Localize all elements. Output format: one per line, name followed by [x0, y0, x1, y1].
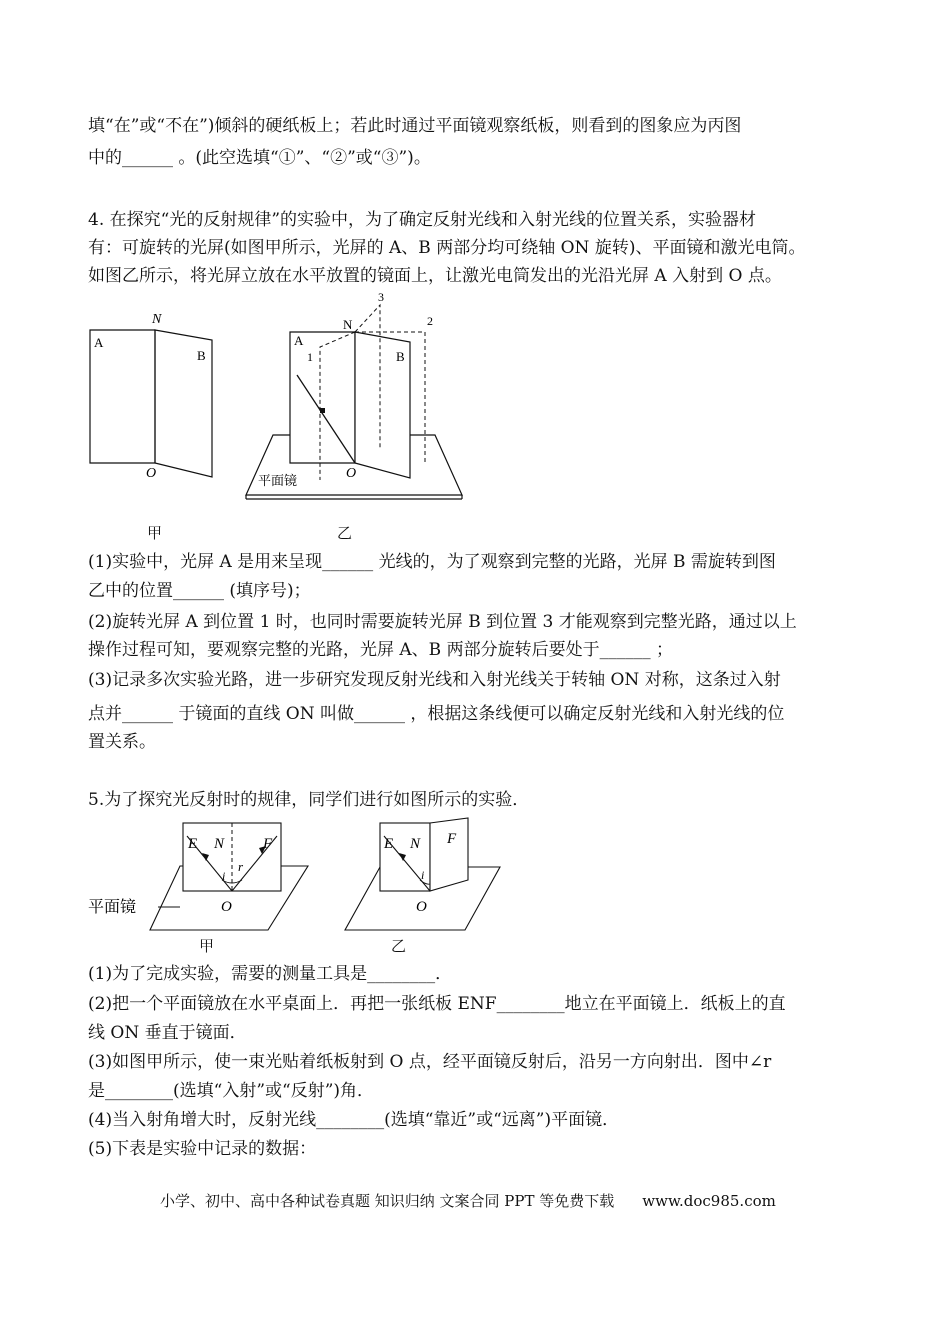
q5-stem: 5.为了探究光反射时的规律，同学们进行如图所示的实验． — [88, 790, 530, 810]
q5-yi-label-n: N — [410, 836, 421, 852]
q5-jia-caption: 甲 — [199, 937, 215, 955]
q5-jia-mirror-label: 平面镜 — [88, 897, 137, 916]
q5-yi-caption: 乙 — [391, 937, 407, 955]
q4-yi-label-b: B — [396, 349, 405, 364]
q5-yi-label-i: i — [421, 868, 425, 882]
q4-jia-label-o: O — [146, 466, 157, 481]
q5-jia-label-i: i — [222, 869, 226, 883]
q4-jia-label-b: B — [197, 348, 206, 363]
q5-part-1: (1)为了完成实验，需要的测量工具是________． — [88, 964, 453, 984]
q4-part-1b: 乙中的位置______ (填序号)； — [88, 581, 311, 601]
q5-jia-label-e: E — [188, 836, 198, 852]
q5-yi-label-f: F — [447, 831, 457, 847]
q4-part-3b: 点并______ 于镜面的直线 ON 叫做______ ，根据这条线便可以确定反射光线和入射光线的位 — [88, 704, 785, 724]
q5-part-2b: 线 ON 垂直于镜面． — [88, 1023, 247, 1043]
q5-yi-label-o: O — [416, 899, 427, 915]
q4-part-1a: (1)实验中，光屏 A 是用来呈现______ 光线的，为了观察到完整的光路，光屏 B 需旋转到图 — [88, 552, 776, 572]
q5-jia-label-f: F — [263, 836, 273, 852]
q4-part-3c: 置关系。 — [88, 732, 156, 752]
q4-stem-line-3: 如图乙所示，将光屏立放在水平放置的镜面上，让激光电筒发出的光沿光屏 A 入射到 O 点。 — [88, 266, 782, 286]
q5-figure-yi — [340, 815, 510, 965]
q4-part-2a: (2)旋转光屏 A 到位置 1 时，也同时需要旋转光屏 B 到位置 3 才能观察到完整光路，通过以上 — [88, 612, 797, 632]
q4-yi-label-o: O — [346, 466, 357, 481]
q3-line-2: 中的______ 。(此空选填“①”、“②”或“③”)。 — [88, 148, 431, 168]
q5-jia-label-o: O — [221, 899, 232, 915]
q5-yi-label-e: E — [384, 836, 394, 852]
q4-yi-mirror-label: 平面镜 — [258, 474, 298, 489]
footer-text: 小学、初中、高中各种试卷真题 知识归纳 文案合同 PPT 等免费下载 — [160, 1192, 615, 1210]
q5-jia-label-r: r — [238, 859, 244, 874]
q4-jia-label-a: A — [94, 335, 104, 350]
q5-part-3b: 是________(选填“入射”或“反射”)角． — [88, 1081, 375, 1101]
q4-yi-label-1: 1 — [307, 350, 313, 364]
q4-figure-yi — [240, 285, 470, 505]
q4-figure-jia — [80, 305, 230, 495]
q4-part-3a: (3)记录多次实验光路，进一步研究发现反射光线和入射光线关于转轴 ON 对称，这条过入射 — [88, 670, 781, 690]
q5-part-3a: (3)如图甲所示，使一束光贴着纸板射到 O 点，经平面镜反射后，沿另一方向射出．图中∠r — [88, 1052, 772, 1072]
q5-part-5: (5)下表是实验中记录的数据： — [88, 1139, 317, 1159]
q4-jia-label-n: N — [152, 312, 162, 327]
q4-yi-label-a: A — [294, 333, 304, 348]
q4-yi-caption: 乙 — [337, 524, 353, 542]
q4-jia-caption: 甲 — [147, 524, 163, 542]
q5-part-4: (4)当入射角增大时，反射光线________(选填“靠近”或“远离”)平面镜． — [88, 1110, 620, 1130]
q4-stem-line-1: 4. 在探究“光的反射规律”的实验中，为了确定反射光线和入射光线的位置关系，实验器材 — [88, 210, 757, 230]
q5-jia-label-n: N — [214, 836, 225, 852]
q3-line-1: 填“在”或“不在”)倾斜的硬纸板上；若此时通过平面镜观察纸板，则看到的图象应为丙图 — [88, 116, 742, 136]
page-footer — [160, 1190, 776, 1211]
q4-yi-label-3: 3 — [378, 290, 384, 304]
q4-stem-line-2: 有：可旋转的光屏(如图甲所示，光屏的 A、B 两部分均可绕轴 ON 旋转)、平面镜和激光电筒。 — [88, 238, 806, 258]
q4-part-2b: 操作过程可知，要观察完整的光路，光屏 A、B 两部分旋转后要处于______ ； — [88, 640, 673, 660]
q4-yi-label-n: N — [343, 317, 353, 332]
q4-yi-label-2: 2 — [427, 314, 433, 328]
footer-url[interactable]: www.doc985.com — [642, 1192, 776, 1210]
q5-part-2a: (2)把一个平面镜放在水平桌面上．再把一张纸板 ENF________地立在平面镜上．纸板上的直 — [88, 994, 786, 1014]
